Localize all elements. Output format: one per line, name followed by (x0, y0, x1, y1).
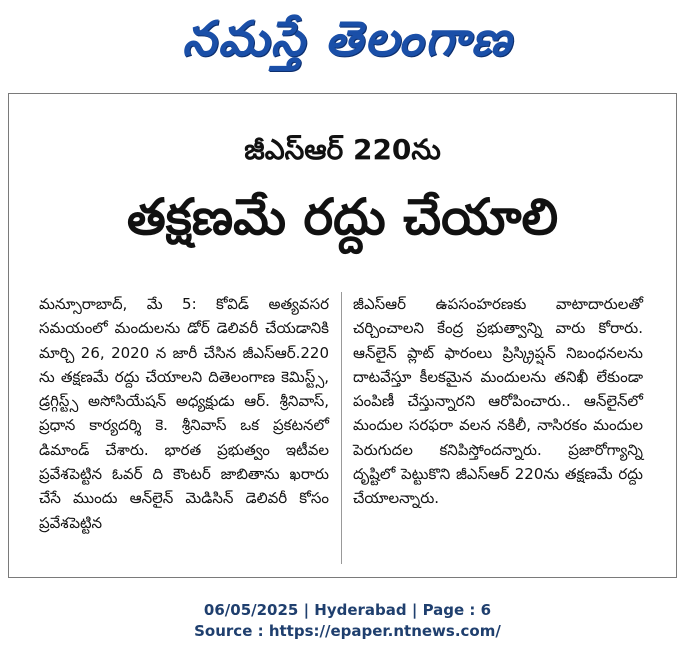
footer-source: Source : https://epaper.ntnews.com/ (194, 622, 501, 640)
article-kicker: జీఎస్ఆర్ 220ను (244, 133, 441, 166)
article-body-right: జీఎస్ఆర్ ఉపసంహరణకు వాటాదారులతో చర్చించాలని కేంద్ర ప్రభుత్వాన్ని వారు కోరారు. ఆన్‌లైన్ ప్లాట్ ఫారంలు ప్రిస్క్రిప్షన్ నిబంధనలను దాటవేస్తూ కీలకమైన మందులను తనిఖీ లేకుండా పంపిణీ చేస్తున్నారని ఆరోపించారు.. ఆన్‌లైన్‌లో మందుల సరఫరా వలన నకిలీ, నాసిరకం మందుల పెరుగుదల కనిపిస్తోందన్నారు. ప్రజారోగ్యాన్ని దృష్టిలో పెట్టుకొని జీఎస్ఆర్ 220ను తక్షణమే రద్దు చేయాలన్నారు. (353, 295, 643, 508)
article-body-left: మన్సూరాబాద్, మే 5: కోవిడ్ అత్యవసర సమయంలో మందులను డోర్ డెలివరీ చేయడానికి మార్చి 26, 2020 న జారీ చేసిన జీఎస్ఆర్.220 ను తక్షణమే రద్దు చేయాలని దితెలంగాణ కెమిస్ట్స్, డ్రగ్గిస్ట్స్ అసోసియేషన్ అధ్యక్షుడు ఆర్. శ్రీనివాస్, ప్రధాన కార్యదర్శి కె. శ్రీనివాస్ ఒక ప్రకటనలో డిమాండ్ చేశారు. భారత ప్రభుత్వం ఇటీవల ప్రవేశపెట్టిన ఓవర్ ది కౌంటర్ జాబితాను ఖరారు చేసే ముందు ఆన్‌లైన్ మెడిసిన్ డెలివరీ కోసం ప్రవేశపెట్టిన (39, 295, 329, 532)
news-clipping (8, 93, 677, 578)
masthead-title: నమస్తే తెలంగాణ (182, 11, 513, 67)
article-column-right (353, 292, 643, 511)
footer-date-edition-page: 06/05/2025 | Hyderabad | Page : 6 (203, 601, 492, 619)
newspaper-masthead (0, 4, 695, 74)
column-divider (341, 292, 342, 564)
source-footer (0, 600, 695, 642)
article-column-left (39, 292, 329, 535)
article-headline: తక్షణమే రద్దు చేయాలి (126, 188, 559, 246)
